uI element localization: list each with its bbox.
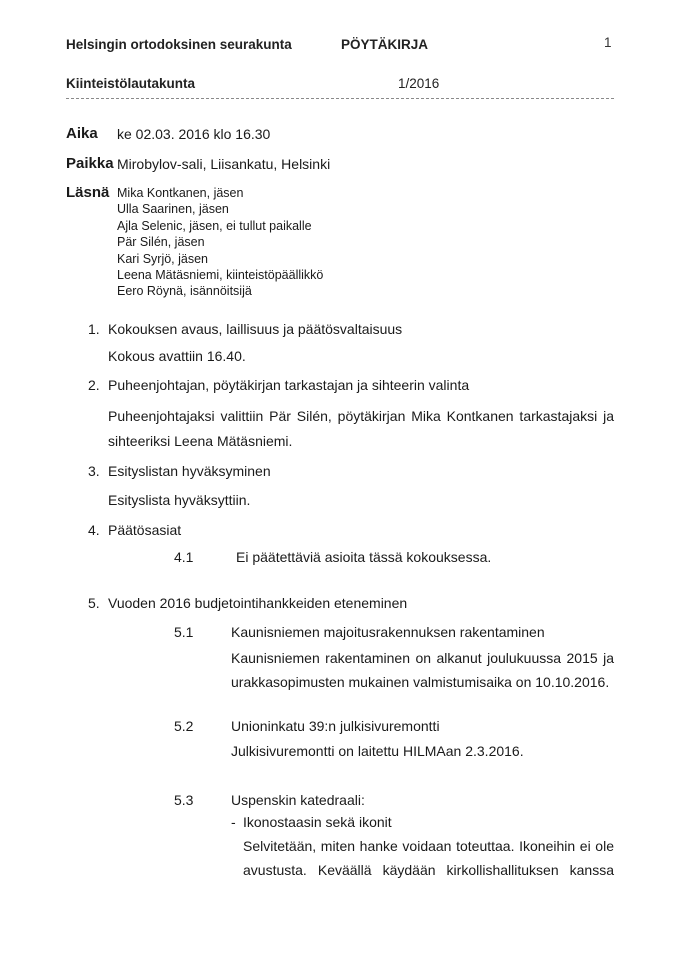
document-type: PÖYTÄKIRJA: [341, 37, 429, 52]
time-value: ke 02.03. 2016 klo 16.30: [117, 126, 271, 142]
meeting-number: 1/2016: [398, 76, 440, 91]
attendee-list: [117, 185, 323, 300]
page-number: 1: [604, 35, 612, 50]
attendee: Leena Mätäsniemi, kiinteistöpäällikkö: [117, 268, 324, 283]
subitem-title: Kaunisniemen majoitusrakennuksen rakentaminen: [231, 624, 545, 640]
bullet-dash: -: [231, 814, 236, 830]
item-title: Päätösasiat: [108, 522, 182, 538]
attendee: Ulla Saarinen, jäsen: [117, 202, 229, 217]
subitem-title: Unioninkatu 39:n julkisivuremontti: [231, 718, 440, 734]
subitem-text: Kaunisniemen rakentaminen on alkanut joulukuussa 2015 ja: [231, 650, 614, 666]
subitem-title: Uspenskin katedraali:: [231, 792, 365, 808]
committee-name: Kiinteistölautakunta: [66, 76, 196, 91]
item-title: Puheenjohtajan, pöytäkirjan tarkastajan ja sihteerin valinta: [108, 377, 470, 393]
subitem-text: Julkisivuremontti on laitettu HILMAan 2.3.2016.: [231, 743, 524, 759]
time-label: Aika: [66, 125, 98, 142]
item-number: 5.: [88, 595, 100, 611]
attendee: Mika Kontkanen, jäsen: [117, 186, 244, 200]
present-label: Läsnä: [66, 184, 110, 201]
subitem-text: Ei päätettäviä asioita tässä kokouksessa.: [236, 549, 492, 565]
place-label: Paikka: [66, 155, 114, 172]
place-value: Mirobylov-sali, Liisankatu, Helsinki: [117, 156, 331, 172]
item-title: Vuoden 2016 budjetointihankkeiden eteneminen: [108, 595, 408, 611]
subitem-number: 5.3: [174, 792, 194, 808]
item-number: 3.: [88, 463, 100, 479]
subitem-text: avustusta. Keväällä käydään kirkollishallituksen kanssa: [243, 862, 614, 878]
item-text: Kokous avattiin 16.40.: [108, 348, 246, 364]
item-text: Puheenjohtajaksi valittiin Pär Silén, pöytäkirjan Mika Kontkanen tarkastajaksi ja: [108, 408, 614, 424]
attendee: Pär Silén, jäsen: [117, 235, 205, 250]
item-number: 4.: [88, 522, 100, 538]
attendee: Ajla Selenic, jäsen, ei tullut paikalle: [117, 218, 312, 233]
subitem-text: urakkasopimusten mukainen valmistumisaika on 10.10.2016.: [231, 674, 610, 690]
bullet-text: Ikonostaasin sekä ikonit: [243, 814, 392, 830]
item-number: 2.: [88, 377, 100, 393]
subitem-number: 5.2: [174, 718, 194, 734]
item-number: 1.: [88, 321, 100, 337]
subitem-text: Selvitetään, miten hanke voidaan toteuttaa. Ikoneihin ei ole: [243, 838, 614, 854]
subitem-number: 5.1: [174, 624, 194, 640]
item-text: Esityslista hyväksyttiin.: [108, 492, 251, 508]
organization-name: Helsingin ortodoksinen seurakunta: [66, 37, 292, 52]
attendee: Kari Syrjö, jäsen: [117, 251, 209, 266]
attendee: Eero Röynä, isännöitsijä: [117, 284, 252, 299]
subitem-number: 4.1: [174, 549, 194, 565]
item-title: Esityslistan hyväksyminen: [108, 463, 271, 479]
item-text: sihteeriksi Leena Mätäsniemi.: [108, 433, 293, 449]
header-divider: [66, 98, 614, 99]
item-title: Kokouksen avaus, laillisuus ja päätösvaltaisuus: [108, 321, 403, 337]
